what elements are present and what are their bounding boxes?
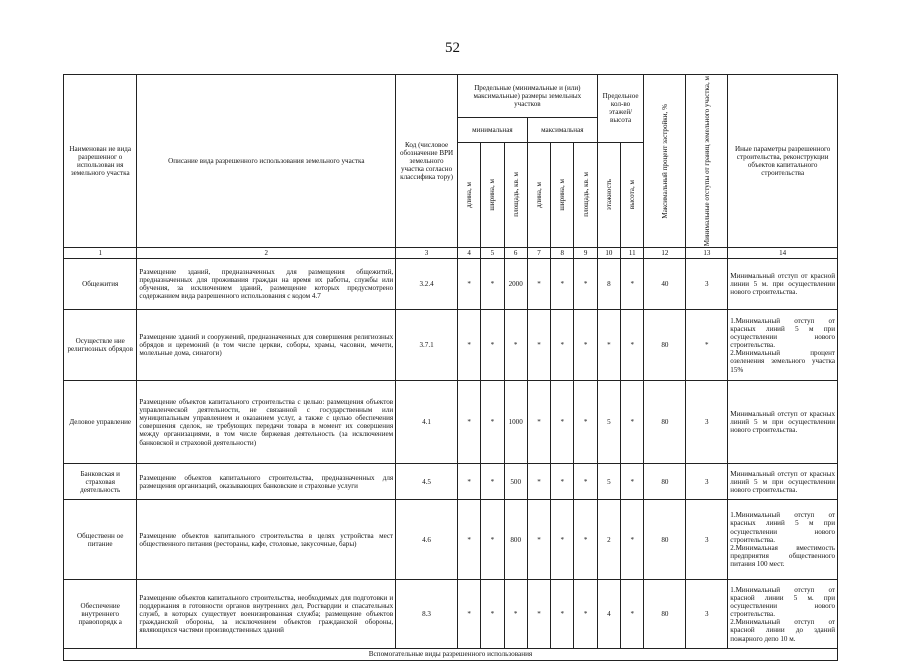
table-row [64, 580, 838, 649]
row-description: Размещение объектов капитального строительства с целью: размещения объектов управленческой деятельности, не связанной с государственным или муниципальным управлением и оказанием услуг, а также с целью обеспечения совершения сделок, не требующих передачи товара в момент их совершения между организациями, в том числе биржевая деятельность (за исключением банковской и страховой деятельности) [137, 381, 396, 464]
row-name: Банковская и страховая деятельность [64, 464, 137, 500]
cell-height: * [621, 500, 644, 580]
cell-min-length: * [457, 500, 480, 580]
row-description: Размещение объектов капитального строительства, необходимых для подготовки и поддержания в готовности органов внутренних дел, Росгвардии и спасательных служб, в которых существует военизированная служба; размещение объектов гражданской обороны, за исключением объектов гражданской обороны, являющихся частями производственных зданий [137, 580, 396, 649]
row-code: 3.2.4 [396, 259, 458, 310]
cell-max-width: * [551, 464, 574, 500]
cell-max-width: * [551, 500, 574, 580]
cell-min-area: 800 [504, 500, 527, 580]
header-min-group: минимальная [457, 117, 527, 142]
header-max-area: площадь, кв. м [574, 142, 597, 248]
row-description: Размещение зданий и сооружений, предназначенных для совершения религиозных обрядов и церемоний (в том числе церкви, соборы, храмы, часовни, мечети, молельные дома, синагоги) [137, 310, 396, 381]
row-other: 1.Минимальный отступ от красных линий 5 м при осуществлении нового строительства. 2.Минимальная вместимость предприятия общественного питания 100 мест. [728, 500, 838, 580]
column-number: 4 [457, 248, 480, 259]
cell-min-width: * [481, 259, 504, 310]
header-floors-group: Предельное кол-во этажей/ высота [597, 75, 644, 143]
header-code: Код (числовое обозначение ВРИ земельного участка согласно классифика тору) [396, 75, 458, 248]
row-description: Размещение объектов капитального строительства в целях устройства мест общественного питания (рестораны, кафе, столовые, закусочные, бары) [137, 500, 396, 580]
column-number: 1 [64, 248, 137, 259]
cell-floors: 5 [597, 381, 620, 464]
cell-max-length: * [527, 310, 550, 381]
header-name: Наименован ие вида разрешенног о использован ия земельного участка [64, 75, 137, 248]
column-number: 8 [551, 248, 574, 259]
cell-height: * [621, 580, 644, 649]
cell-coverage: 80 [644, 310, 686, 381]
table-row [64, 381, 838, 464]
column-number: 3 [396, 248, 458, 259]
cell-min-length: * [457, 464, 480, 500]
cell-max-width: * [551, 310, 574, 381]
cell-setback: 3 [686, 464, 728, 500]
header-description: Описание вида разрешенного использования земельного участка [137, 75, 396, 248]
row-other: Минимальный отступ от красных линий 5 м при осуществлении нового строительства. [728, 381, 838, 464]
table-row [64, 464, 838, 500]
cell-floors: 8 [597, 259, 620, 310]
cell-coverage: 80 [644, 381, 686, 464]
cell-min-width: * [481, 310, 504, 381]
cell-height: * [621, 381, 644, 464]
row-code: 4.5 [396, 464, 458, 500]
header-min-length: длина, м [457, 142, 480, 248]
cell-min-area: 500 [504, 464, 527, 500]
cell-min-area: * [504, 580, 527, 649]
column-number: 14 [728, 248, 838, 259]
cell-min-width: * [481, 381, 504, 464]
cell-min-width: * [481, 464, 504, 500]
cell-height: * [621, 310, 644, 381]
cell-max-length: * [527, 464, 550, 500]
column-number: 6 [504, 248, 527, 259]
cell-max-length: * [527, 259, 550, 310]
row-description: Размещение объектов капитального строительства, предназначенных для размещения организаций, оказывающих банковские и страховые услуги [137, 464, 396, 500]
cell-max-area: * [574, 259, 597, 310]
cell-floors: 4 [597, 580, 620, 649]
cell-max-length: * [527, 580, 550, 649]
cell-setback: 3 [686, 259, 728, 310]
row-other: Минимальный отступ от красных линий 5 м при осуществлении нового строительства. [728, 464, 838, 500]
cell-min-area: 2000 [504, 259, 527, 310]
section-title: Вспомогательные виды разрешенного использования [64, 649, 838, 660]
header-other: Иные параметры разрешенного строительства, реконструкции объектов капитального строительства [728, 75, 838, 248]
row-other: 1.Минимальный отступ от красных линий 5 м при осуществлении нового строительства. 2.Минимальный процент озеленения земельного участка 15% [728, 310, 838, 381]
cell-min-width: * [481, 580, 504, 649]
row-name: Общежития [64, 259, 137, 310]
column-number: 12 [644, 248, 686, 259]
cell-setback: * [686, 310, 728, 381]
row-code: 4.1 [396, 381, 458, 464]
column-number: 11 [621, 248, 644, 259]
header-setback: Минимальные отступы от границ земельного участка, м [686, 75, 728, 248]
header-floors: этажность [597, 142, 620, 248]
cell-coverage: 80 [644, 580, 686, 649]
column-number: 9 [574, 248, 597, 259]
cell-min-length: * [457, 310, 480, 381]
column-number: 13 [686, 248, 728, 259]
cell-max-width: * [551, 580, 574, 649]
cell-min-width: * [481, 500, 504, 580]
land-use-table [63, 74, 838, 661]
table-row [64, 310, 838, 381]
cell-setback: 3 [686, 381, 728, 464]
column-number-row [64, 248, 838, 259]
column-number: 5 [481, 248, 504, 259]
row-name: Обеспечение внутреннего правопорядк а [64, 580, 137, 649]
cell-min-length: * [457, 259, 480, 310]
header-limits-group: Предельные (минимальные и (или) максимальные) размеры земельных участков [457, 75, 597, 118]
column-number: 2 [137, 248, 396, 259]
row-name: Общественн ое питание [64, 500, 137, 580]
cell-floors: * [597, 310, 620, 381]
row-name: Осуществле ние религиозных обрядов [64, 310, 137, 381]
cell-max-area: * [574, 381, 597, 464]
cell-setback: 3 [686, 580, 728, 649]
cell-max-width: * [551, 381, 574, 464]
cell-min-area: 1000 [504, 381, 527, 464]
header-min-width: ширина, м [481, 142, 504, 248]
row-code: 4.6 [396, 500, 458, 580]
header-coverage: Максимальный процент застройки, % [644, 75, 686, 248]
header-max-group: максимальная [527, 117, 597, 142]
cell-max-area: * [574, 464, 597, 500]
cell-height: * [621, 259, 644, 310]
header-max-width: ширина, м [551, 142, 574, 248]
row-other: 1.Минимальный отступ от красной линии 5 м. при осуществлении нового строительства. 2.Минимальный отступ от красной линии до зданий пожарного депо 10 м. [728, 580, 838, 649]
row-code: 3.7.1 [396, 310, 458, 381]
row-description: Размещение зданий, предназначенных для размещения общежитий, предназначенных для проживания граждан на время их работы, службы или обучения, за исключением зданий, размещение которых предусмотрено содержанием вида разрешенного использования с кодом 4.7 [137, 259, 396, 310]
page-number: 52 [445, 40, 460, 56]
table-row [64, 500, 838, 580]
section-row [64, 649, 838, 660]
cell-floors: 5 [597, 464, 620, 500]
cell-min-length: * [457, 381, 480, 464]
cell-coverage: 40 [644, 259, 686, 310]
cell-max-width: * [551, 259, 574, 310]
cell-floors: 2 [597, 500, 620, 580]
cell-max-area: * [574, 500, 597, 580]
cell-max-length: * [527, 381, 550, 464]
cell-height: * [621, 464, 644, 500]
header-height: высота, м [621, 142, 644, 248]
cell-min-area: * [504, 310, 527, 381]
cell-max-area: * [574, 580, 597, 649]
header-max-length: длина, м [527, 142, 550, 248]
row-code: 8.3 [396, 580, 458, 649]
cell-setback: 3 [686, 500, 728, 580]
cell-max-length: * [527, 500, 550, 580]
column-number: 10 [597, 248, 620, 259]
cell-coverage: 80 [644, 464, 686, 500]
table-row [64, 259, 838, 310]
row-other: Минимальный отступ от красной линии 5 м. при осуществлении нового строительства. [728, 259, 838, 310]
header-min-area: площадь, кв. м [504, 142, 527, 248]
cell-min-length: * [457, 580, 480, 649]
row-name: Деловое управление [64, 381, 137, 464]
column-number: 7 [527, 248, 550, 259]
cell-coverage: 80 [644, 500, 686, 580]
cell-max-area: * [574, 310, 597, 381]
